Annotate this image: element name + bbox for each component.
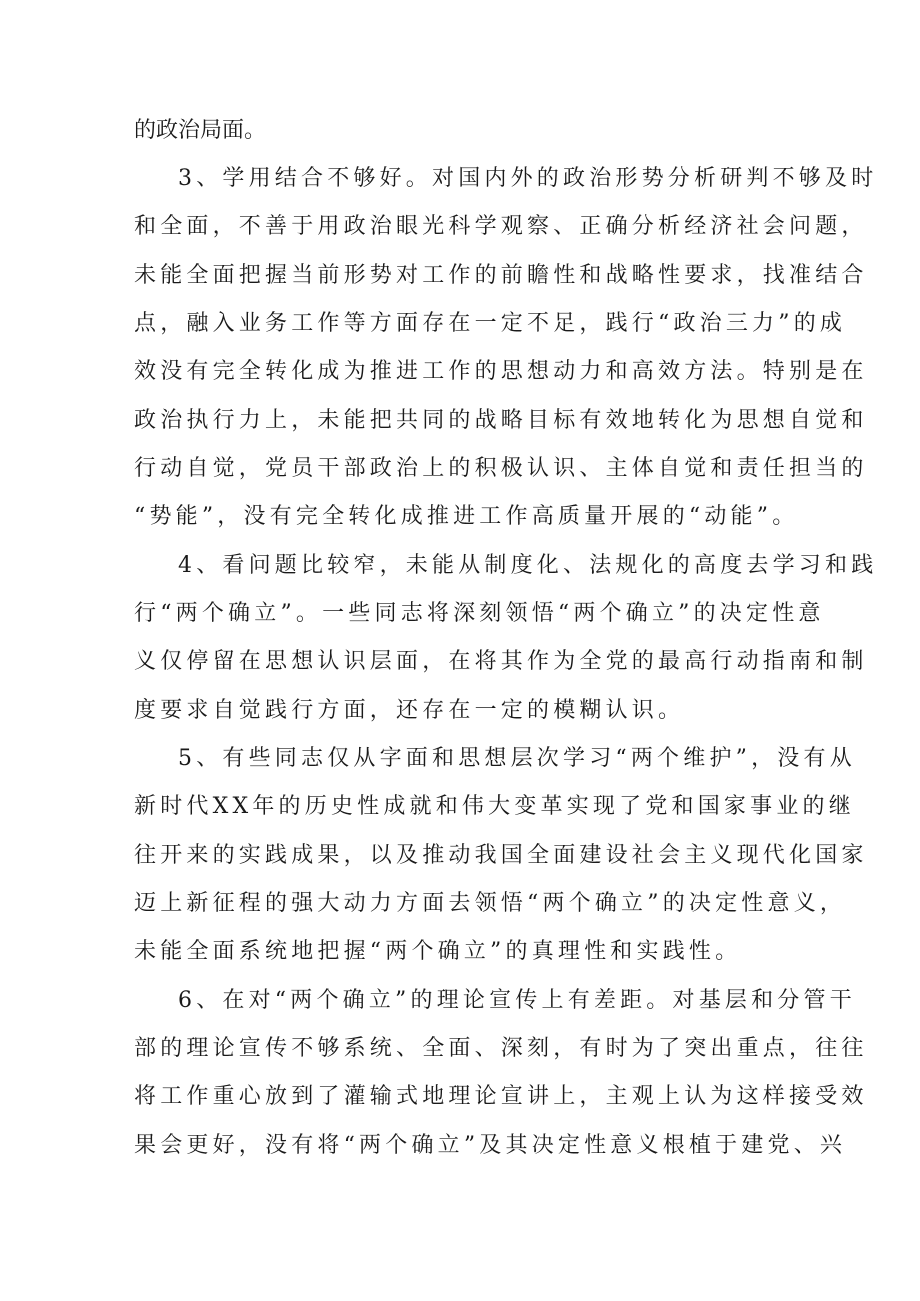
- text-line: 新时代XX年的历史性成就和伟大变革实现了党和国家事业的继: [134, 794, 855, 819]
- paragraph-3-start: 3、学用结合不够好。对国内外的政治形势分析研判不够及时: [178, 166, 878, 191]
- text-line: 未能全面系统地把握“两个确立”的真理性和实践性。: [134, 939, 742, 964]
- text-line: 往开来的实践成果，以及推动我国全面建设社会主义现代化国家: [134, 843, 868, 868]
- text-line: 未能全面把握当前形势对工作的前瞻性和战略性要求，找准结合: [134, 263, 868, 288]
- text-line: 义仅停留在思想认识层面，在将其作为全党的最高行动指南和制: [134, 649, 868, 674]
- text-line: 果会更好，没有将“两个确立”及其决定性意义根植于建党、兴: [134, 1133, 847, 1158]
- text-line: 将工作重心放到了灌输式地理论宣讲上，主观上认为这样接受效: [134, 1084, 868, 1109]
- paragraph-5-start: 5、有些同志仅从字面和思想层次学习“两个维护”，没有从: [178, 746, 856, 771]
- text-line: 部的理论宣传不够系统、全面、深刻，有时为了突出重点，往往: [134, 1036, 868, 1061]
- text-line: 和全面，不善于用政治眼光科学观察、正确分析经济社会问题，: [134, 214, 868, 239]
- text-line: 点，融入业务工作等方面存在一定不足，践行“政治三力”的成: [134, 311, 847, 336]
- text-line: 行动自觉，党员干部政治上的积极认识、主体自觉和责任担当的: [134, 456, 868, 481]
- paragraph-6-start: 6、在对“两个确立”的理论宣传上有差距。对基层和分管干: [178, 988, 856, 1013]
- text-line: “势能”，没有完全转化成推进工作高质量开展的“动能”。: [134, 504, 799, 529]
- text-line: 迈上新征程的强大动力方面去领悟“两个确立”的决定性意义，: [134, 891, 847, 916]
- text-line: 效没有完全转化成为推进工作的思想动力和高效方法。特别是在: [134, 359, 868, 384]
- text-line: 的政治局面。: [134, 118, 267, 143]
- paragraph-4-start: 4、看问题比较窄，未能从制度化、法规化的高度去学习和践: [178, 553, 878, 578]
- text-line: 度要求自觉践行方面，还存在一定的模糊认识。: [134, 698, 685, 723]
- text-line: 行“两个确立”。一些同志将深刻领悟“两个确立”的决定性意: [134, 601, 825, 626]
- text-line: 政治执行力上，未能把共同的战略目标有效地转化为思想自觉和: [134, 408, 868, 433]
